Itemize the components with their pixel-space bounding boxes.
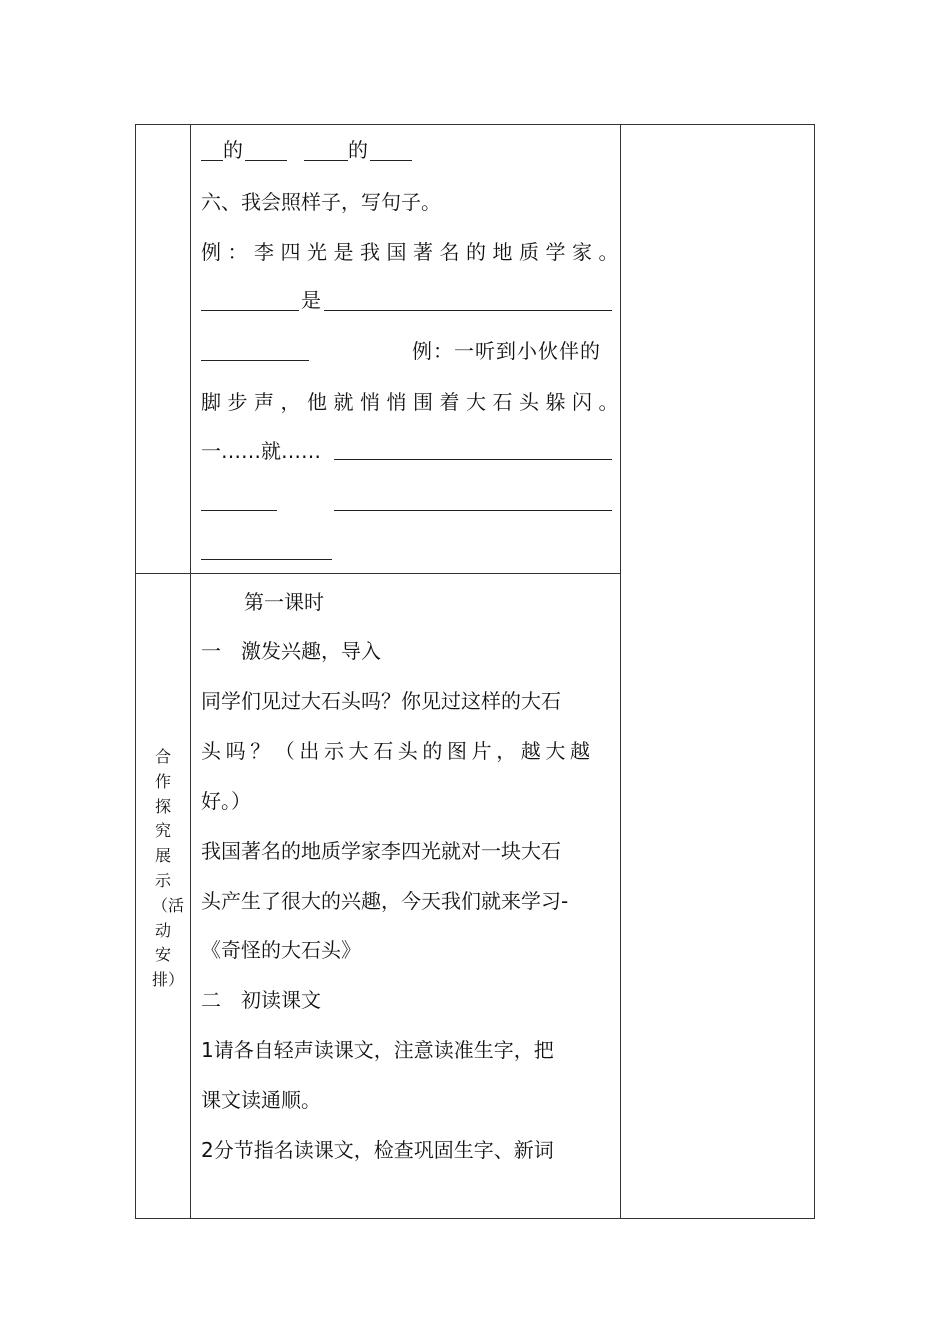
fill-text: 一……就…… [201,439,321,463]
paragraph-line: 好。） [201,789,251,813]
blank-line [370,160,412,161]
example-sentence-label: 例：一听到小伙伴的 [412,339,601,363]
fill-text: 是 [301,288,321,312]
blank-line [201,310,299,311]
row-divider [135,573,621,574]
section-heading: 六、我会照样子，写句子。 [201,190,441,214]
blank-line [304,160,348,161]
paragraph-line: 课文读通顺。 [201,1088,321,1112]
row-label: 合作探究展示（活动安排） [152,747,185,990]
paragraph-line: 同学们见过大石头吗？你见过这样的大石 [201,689,561,713]
example-sentence: 脚步声，他就悄悄围着大石头躲闪。 [201,390,625,414]
column-divider-left [190,124,191,1219]
paragraph-line: 1请各自轻声读课文，注意读准生字，把 [201,1038,554,1062]
fill-text: 的 [348,138,368,162]
paragraph-line: 《奇怪的大石头》 [201,938,361,962]
blank-line [334,459,612,460]
blank-line [201,160,223,161]
blank-line [201,360,309,361]
blank-line [201,559,332,560]
paragraph-line: 头产生了很大的兴趣，今天我们就来学习- [201,889,569,913]
blank-line [334,510,612,511]
section-heading: 二 初读课文 [201,988,321,1012]
lesson-title: 第一课时 [244,590,324,614]
column-divider-right [620,124,621,1219]
section-heading: 一 激发兴趣，导入 [201,639,381,663]
blank-line [245,160,287,161]
paragraph-line: 我国著名的地质学家李四光就对一块大石 [201,839,561,863]
blank-line [324,310,612,311]
blank-line [201,510,277,511]
paragraph-line: 头吗？（出示大石头的图片，越大越 [201,739,595,763]
fill-text: 的 [223,138,243,162]
paragraph-line: 2分节指名读课文，检查巩固生字、新词 [201,1138,554,1162]
example-sentence: 例：李四光是我国著名的地质学家。 [201,240,625,264]
